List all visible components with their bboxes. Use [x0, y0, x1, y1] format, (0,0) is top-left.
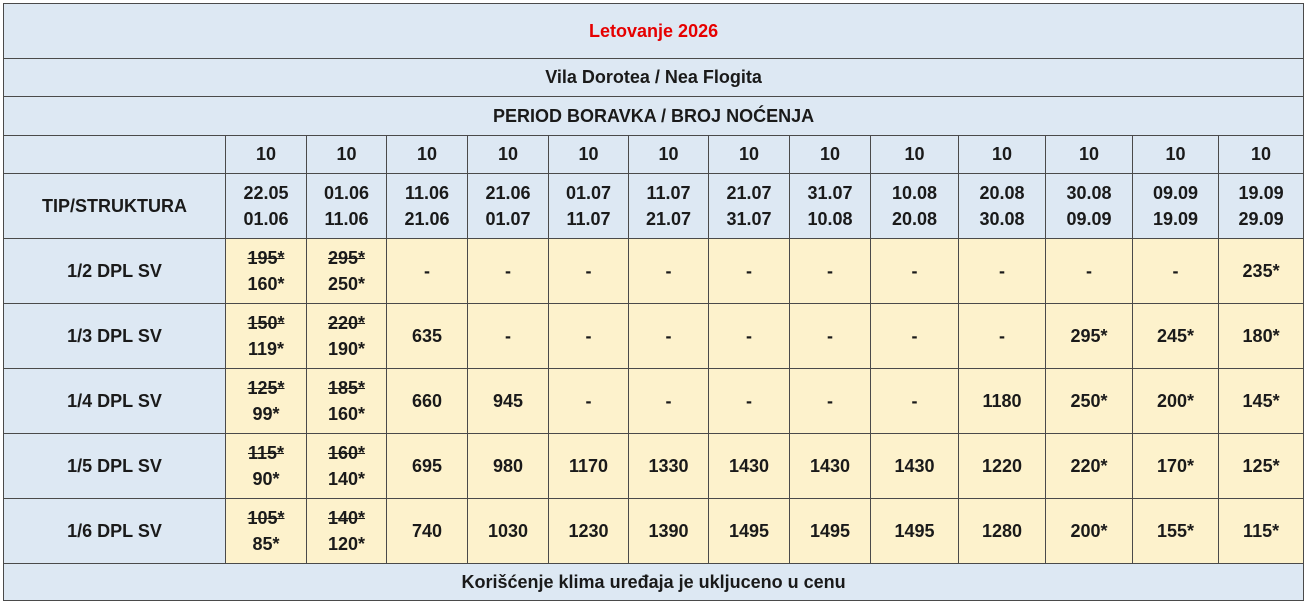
period-to: 19.09 [1152, 209, 1199, 229]
price-cell: 1495 [790, 499, 871, 564]
promo-price-cell [307, 369, 387, 434]
period-cell [549, 174, 629, 239]
period-cell [871, 174, 959, 239]
price-cell: 180* [1219, 304, 1304, 369]
nights-cell: 10 [629, 136, 709, 174]
price-cell: - [629, 304, 709, 369]
period-cell [1219, 174, 1304, 239]
period-cell [226, 174, 307, 239]
price-cell: 1495 [871, 499, 959, 564]
new-price: 85* [252, 534, 280, 554]
old-price: 105* [247, 508, 285, 528]
new-price: 250* [327, 274, 366, 294]
price-cell: - [387, 239, 468, 304]
price-cell: - [549, 239, 629, 304]
table-row [4, 369, 1304, 434]
table-title: Letovanje 2026 [4, 4, 1304, 59]
period-to: 01.07 [485, 209, 531, 229]
periods-row [4, 174, 1304, 239]
price-cell: 1430 [709, 434, 790, 499]
price-cell: 220* [1046, 434, 1133, 499]
room-type-label: 1/3 DPL SV [4, 304, 226, 369]
period-to: 21.06 [404, 209, 450, 229]
price-cell: - [959, 304, 1046, 369]
nights-cell: 10 [790, 136, 871, 174]
new-price: 119* [247, 339, 285, 359]
period-cell [709, 174, 790, 239]
old-price: 160* [327, 443, 366, 463]
price-cell: 695 [387, 434, 468, 499]
price-cell: 200* [1133, 369, 1219, 434]
period-from: 19.09 [1238, 183, 1284, 203]
period-cell [1046, 174, 1133, 239]
period-from: 21.06 [485, 183, 531, 203]
new-price: 120* [327, 534, 366, 554]
price-cell: - [709, 369, 790, 434]
price-cell: 945 [468, 369, 549, 434]
period-cell [307, 174, 387, 239]
room-type-label: 1/4 DPL SV [4, 369, 226, 434]
period-from: 11.07 [646, 183, 691, 203]
price-cell: 1330 [629, 434, 709, 499]
period-header: PERIOD BORAVKA / BROJ NOĆENJA [4, 97, 1304, 136]
period-to: 20.08 [891, 209, 938, 229]
nights-cell: 10 [226, 136, 307, 174]
period-from: 09.09 [1152, 183, 1199, 203]
price-cell: - [709, 239, 790, 304]
price-cell: 250* [1046, 369, 1133, 434]
period-from: 21.07 [726, 183, 772, 203]
nights-cell: 10 [387, 136, 468, 174]
price-cell: 200* [1046, 499, 1133, 564]
period-from: 31.07 [807, 183, 853, 203]
old-price: 220* [327, 313, 366, 333]
price-table [3, 3, 1304, 601]
price-cell: 145* [1219, 369, 1304, 434]
price-cell: 1170 [549, 434, 629, 499]
new-price: 99* [252, 404, 280, 424]
promo-price-cell [226, 239, 307, 304]
old-price: 115* [247, 443, 285, 463]
period-from: 22.05 [243, 183, 289, 203]
nights-cell: 10 [871, 136, 959, 174]
price-cell: 660 [387, 369, 468, 434]
footer-row [4, 564, 1304, 601]
nights-cell: 10 [959, 136, 1046, 174]
price-cell: 1030 [468, 499, 549, 564]
price-cell: 980 [468, 434, 549, 499]
period-to: 29.09 [1238, 209, 1284, 229]
period-cell [1133, 174, 1219, 239]
period-cell [387, 174, 468, 239]
price-cell: - [790, 239, 871, 304]
period-from: 01.06 [323, 183, 370, 203]
price-cell: - [871, 304, 959, 369]
price-cell: 155* [1133, 499, 1219, 564]
room-type-label: 1/2 DPL SV [4, 239, 226, 304]
old-price: 140* [327, 508, 366, 528]
nights-cell: 10 [549, 136, 629, 174]
promo-price-cell [307, 499, 387, 564]
price-cell: - [549, 304, 629, 369]
promo-price-cell [307, 304, 387, 369]
period-cell [629, 174, 709, 239]
period-to: 10.08 [807, 209, 853, 229]
price-cell: - [629, 239, 709, 304]
period-from: 01.07 [565, 183, 612, 203]
price-cell: - [790, 369, 871, 434]
old-price: 195* [247, 248, 285, 268]
price-cell: 1180 [959, 369, 1046, 434]
nights-cell: 10 [468, 136, 549, 174]
period-to: 30.08 [979, 209, 1025, 229]
price-cell: - [790, 304, 871, 369]
price-cell: 740 [387, 499, 468, 564]
table-row [4, 434, 1304, 499]
price-cell: - [468, 304, 549, 369]
price-cell: 295* [1046, 304, 1133, 369]
promo-price-cell [307, 239, 387, 304]
period-to: 11.07 [566, 209, 611, 229]
period-from: 20.08 [979, 183, 1025, 203]
nights-cell: 10 [1046, 136, 1133, 174]
price-cell: 1430 [871, 434, 959, 499]
price-cell: - [1133, 239, 1219, 304]
new-price: 140* [327, 469, 366, 489]
room-type-label: 1/6 DPL SV [4, 499, 226, 564]
promo-price-cell [226, 369, 307, 434]
table-row [4, 304, 1304, 369]
nights-cell: 10 [307, 136, 387, 174]
period-to: 01.06 [243, 209, 289, 229]
promo-price-cell [226, 434, 307, 499]
price-cell: 635 [387, 304, 468, 369]
price-cell: - [709, 304, 790, 369]
price-cell: - [468, 239, 549, 304]
period-to: 09.09 [1066, 209, 1112, 229]
period-to: 21.07 [645, 209, 692, 229]
price-cell: - [959, 239, 1046, 304]
room-type-label: 1/5 DPL SV [4, 434, 226, 499]
period-cell [959, 174, 1046, 239]
new-price: 160* [247, 274, 285, 294]
period-cell [790, 174, 871, 239]
old-price: 150* [247, 313, 285, 333]
price-cell: - [871, 369, 959, 434]
nights-row [4, 136, 1304, 174]
price-cell: 125* [1219, 434, 1304, 499]
price-cell: 235* [1219, 239, 1304, 304]
old-price: 295* [327, 248, 366, 268]
price-cell: - [1046, 239, 1133, 304]
price-cell: - [549, 369, 629, 434]
hotel-name: Vila Dorotea / Nea Flogita [4, 59, 1304, 97]
price-cell: 1230 [549, 499, 629, 564]
period-to: 11.06 [324, 209, 369, 229]
old-price: 185* [327, 378, 366, 398]
price-cell: - [629, 369, 709, 434]
price-cell: 1220 [959, 434, 1046, 499]
nights-blank-cell [4, 136, 226, 174]
new-price: 190* [327, 339, 366, 359]
new-price: 90* [252, 469, 280, 489]
promo-price-cell [226, 499, 307, 564]
type-header: TIP/STRUKTURA [4, 174, 226, 239]
promo-price-cell [307, 434, 387, 499]
period-from: 30.08 [1066, 183, 1112, 203]
old-price: 125* [247, 378, 285, 398]
period-to: 31.07 [726, 209, 772, 229]
nights-cell: 10 [1133, 136, 1219, 174]
period-cell [468, 174, 549, 239]
price-cell: 1390 [629, 499, 709, 564]
table-row [4, 239, 1304, 304]
price-cell: 115* [1219, 499, 1304, 564]
nights-cell: 10 [1219, 136, 1304, 174]
footer-note: Korišćenje klima uređaja je ukljuceno u cenu [4, 564, 1304, 601]
price-cell: 1280 [959, 499, 1046, 564]
table-row [4, 499, 1304, 564]
price-cell: 1430 [790, 434, 871, 499]
new-price: 160* [327, 404, 366, 424]
nights-cell: 10 [709, 136, 790, 174]
price-cell: 245* [1133, 304, 1219, 369]
price-cell: 1495 [709, 499, 790, 564]
period-from: 11.06 [404, 183, 450, 203]
promo-price-cell [226, 304, 307, 369]
price-cell: - [871, 239, 959, 304]
period-from: 10.08 [891, 183, 938, 203]
price-cell: 170* [1133, 434, 1219, 499]
